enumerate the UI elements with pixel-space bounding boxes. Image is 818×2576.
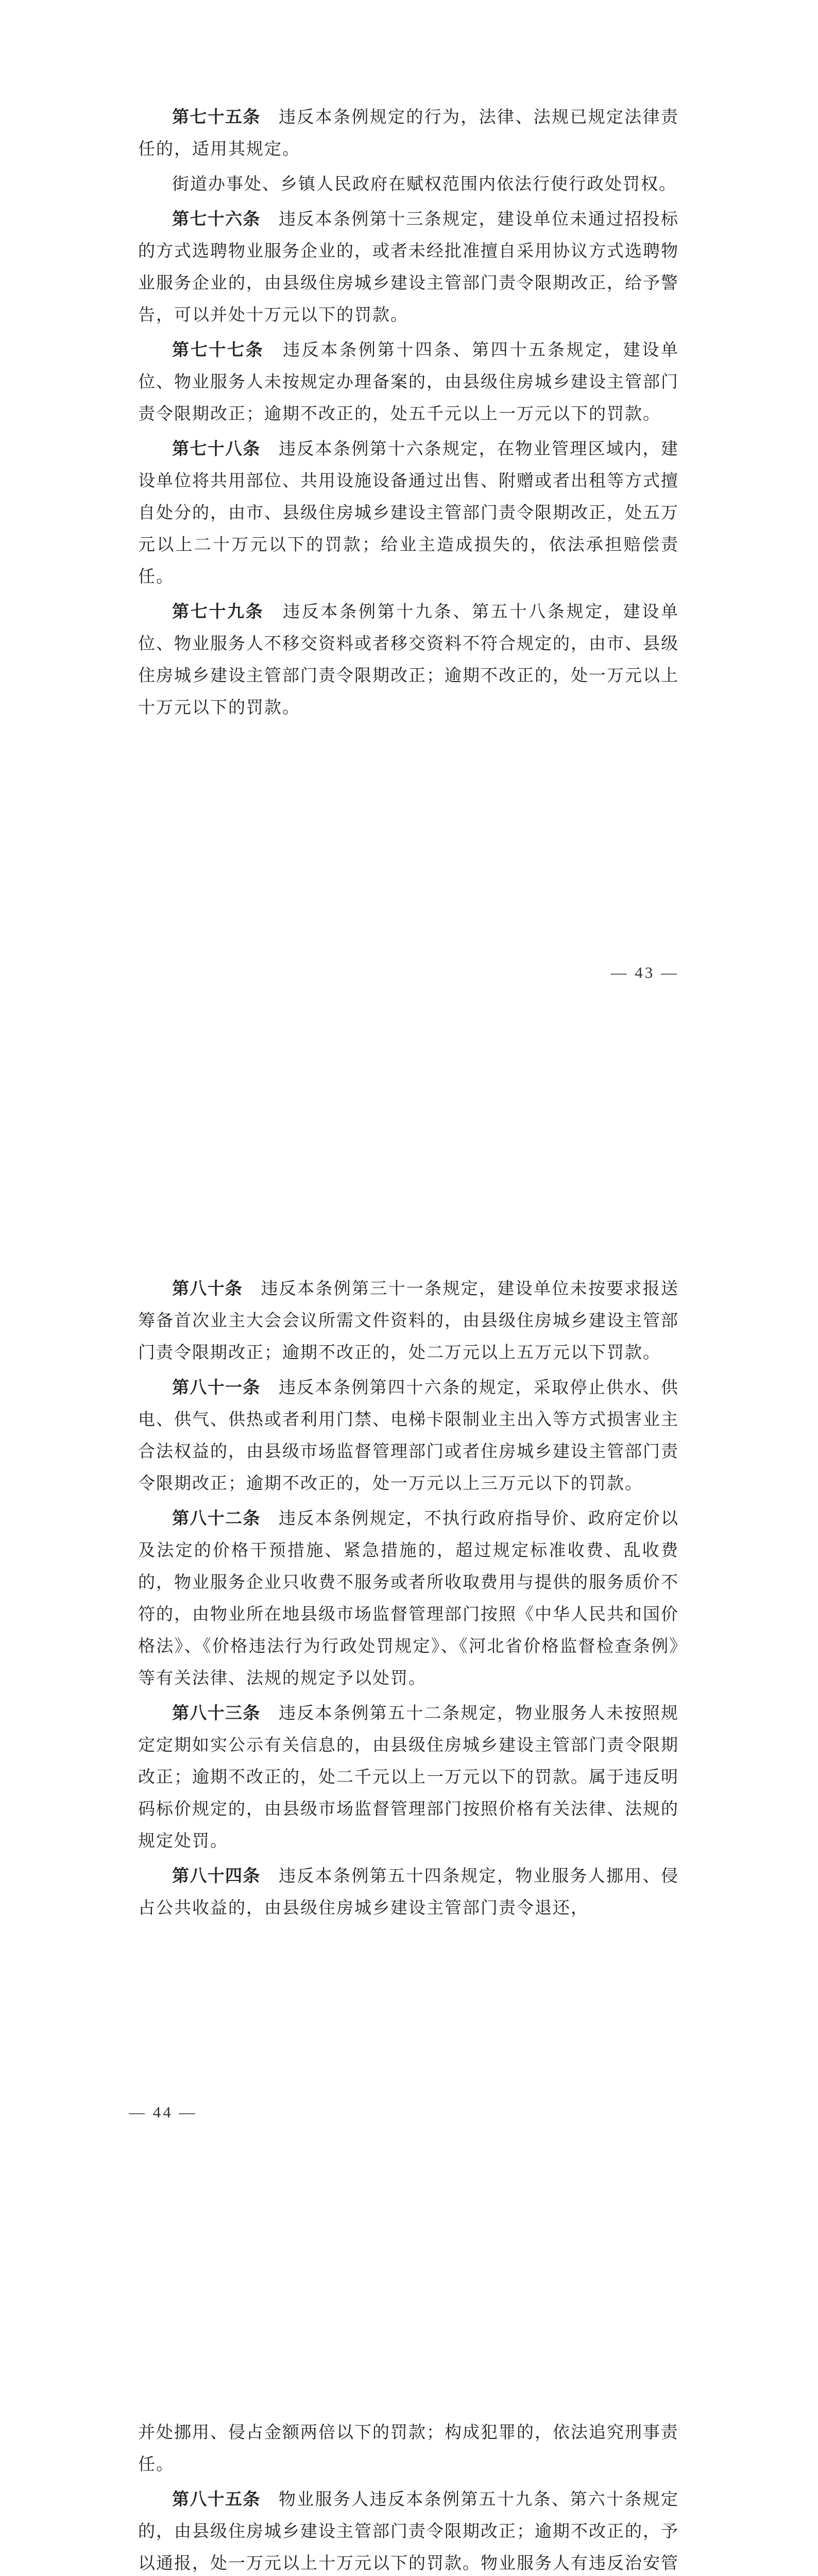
paragraph-article-78: [138, 433, 679, 592]
article-text: 违反本条例第四十六条的规定，采取停止供水、供电、供气、供热或者利用门禁、电梯卡限制业主出入等方式损害业主合法权益的，由县级市场监督管理部门或者住房城乡建设主管部门责令限期改正；逾期不改正的，处一万元以上三万元以下的罚款。: [138, 1377, 679, 1493]
article-number: 第八十二条: [172, 1508, 261, 1528]
article-text: 违反本条例第五十四条规定，物业服务人挪用、侵占公共收益的，由县级住房城乡建设主管部门责令退还，: [138, 1866, 679, 1918]
article-text: 违反本条例第十三条规定，建设单位未通过招投标的方式选聘物业服务企业的，或者未经批准擅自采用协议方式选聘物业服务企业的，由县级住房城乡建设主管部门责令限期改正，给予警告，可以并处十万元以下的罚款。: [138, 209, 679, 325]
article-text: 违反本条例第十四条、第四十五条规定，建设单位、物业服务人未按规定办理备案的，由县级住房城乡建设主管部门责令限期改正；逾期不改正的，处五千元以上一万元以下的罚款。: [138, 340, 679, 423]
article-number: 第七十六条: [172, 209, 261, 229]
page-number: — 43 —: [610, 963, 679, 981]
article-number: 第七十五条: [172, 107, 261, 127]
article-text: 违反本条例第三十一条规定，建设单位未按要求报送筹备首次业主大会会议所需文件资料的，由县级住房城乡建设主管部门责令限期改正；逾期不改正的，处二万元以上五万元以下罚款。: [138, 1278, 679, 1362]
article-number: 第八十五条: [172, 2489, 261, 2509]
article-text: 违反本条例规定，不执行政府指导价、政府定价以及法定的价格干预措施、紧急措施的，超过规定标准收费、乱收费的，物业服务企业只收费不服务或者所收取费用与提供的服务质价不符的，由物业所在地县级市场监督管理部门按照《中华人民共和国价格法》、《价格违法行为行政处罚规定》、《河北省价格监督检查条例》等有关法律、法规的规定予以处罚。: [138, 1508, 679, 1688]
paragraph: [138, 168, 679, 200]
article-number: 第八十四条: [172, 1866, 261, 1886]
article-number: 第八十三条: [172, 1703, 261, 1723]
article-text: 违反本条例第五十二条规定，物业服务人未按照规定定期如实公示有关信息的，由县级住房城乡建设主管部门责令限期改正；逾期不改正的，处二千元以上一万元以下的罚款。属于违反明码标价规定的，由县级市场监督管理部门按照价格有关法律、法规的规定处罚。: [138, 1703, 679, 1851]
paragraph-text: 并处挪用、侵占金额两倍以下的罚款；构成犯罪的，依法追究刑事责任。: [138, 2422, 679, 2474]
paragraph-article-80: [138, 1273, 679, 1368]
article-text: 违反本条例第十六条规定，在物业管理区域内，建设单位将共用部位、共用设施设备通过出售、附赠或者出租等方式擅自处分的，由市、县级住房城乡建设主管部门责令限期改正，处五万元以上二十万元以下的罚款；给业主造成损失的，依法承担赔偿责任。: [138, 438, 679, 586]
article-number: 第八十条: [172, 1278, 243, 1298]
paragraph-article-84: [138, 1860, 679, 1924]
paragraph-article-77: [138, 334, 679, 430]
article-text: 违反本条例第十九条、第五十八条规定，建设单位、物业服务人不移交资料或者移交资料不符合规定的，由市、县级住房城乡建设主管部门责令限期改正；逾期不改正的，处一万元以上十万元以下的罚款。: [138, 601, 679, 717]
article-text: 违反本条例规定的行为，法律、法规已规定法律责任的，适用其规定。: [138, 107, 679, 159]
page-44: [0, 1273, 818, 1927]
paragraph-article-82: [138, 1502, 679, 1694]
article-text: 物业服务人违反本条例第五十九条、第六十条规定的，由县级住房城乡建设主管部门责令限期改正；逾期不改正的，予以通报，处一万元以上十万元以下的罚款。物业服务人有违反治安管: [138, 2489, 679, 2573]
article-number: 第八十一条: [172, 1377, 261, 1397]
paragraph-article-83: [138, 1697, 679, 1857]
paragraph-continuation: [138, 2416, 679, 2480]
paragraph-article-81: [138, 1371, 679, 1499]
paragraph-article-76: [138, 203, 679, 331]
article-number: 第七十七条: [172, 340, 264, 360]
page-43: [0, 101, 818, 726]
page-45: [0, 2416, 818, 2576]
paragraph-article-85: [138, 2483, 679, 2576]
article-number: 第七十九条: [172, 601, 264, 621]
article-number: 第七十八条: [172, 438, 261, 459]
page-number: — 44 —: [129, 2103, 197, 2121]
paragraph-article-79: [138, 596, 679, 723]
paragraph-article-75: [138, 101, 679, 165]
paragraph-text: 街道办事处、乡镇人民政府在赋权范围内依法行使行政处罚权。: [172, 174, 677, 194]
